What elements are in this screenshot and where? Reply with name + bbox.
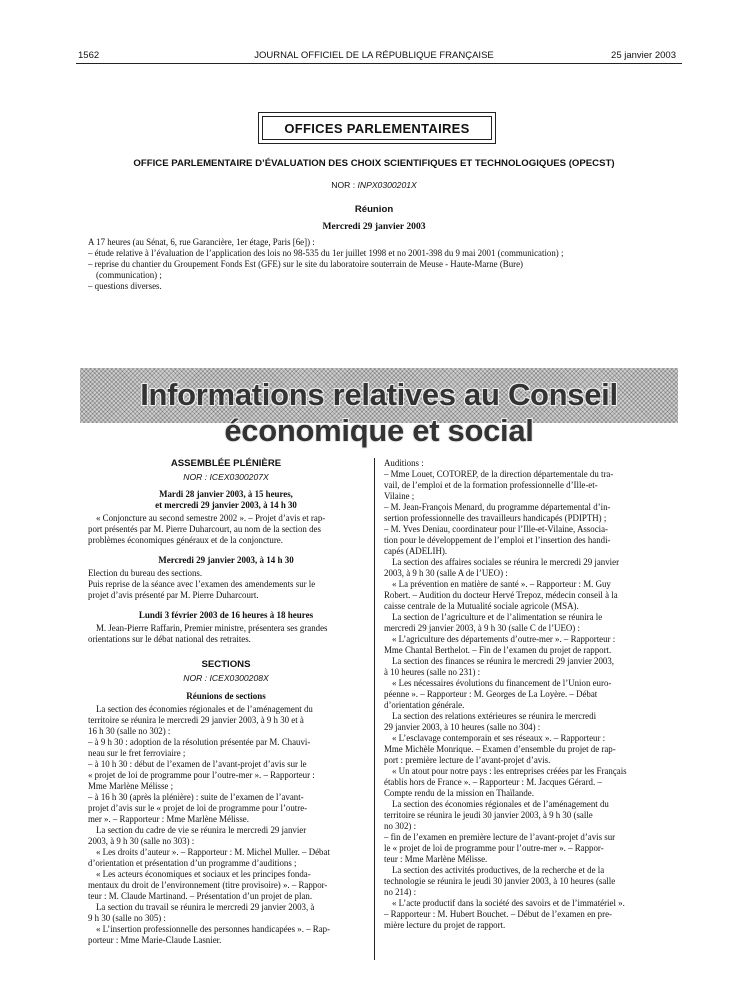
text-line: mer ». – Rapporteur : Mme Marlène Mélisse. bbox=[88, 814, 249, 824]
text-line: neau sur le fret ferroviaire ; bbox=[88, 748, 186, 758]
text-line: – M. Yves Deniau, coordinateur pour l’Ille-et-Vilaine, Associa- bbox=[384, 524, 608, 534]
banner-title: Informations relatives au Conseil économique et social bbox=[140, 377, 618, 448]
text-line: teur : Mme Marlène Mélisse. bbox=[384, 854, 488, 864]
text-line: d’orientation générale. bbox=[384, 700, 465, 710]
text-line: « Les acteurs économiques et sociaux et les principes fonda- bbox=[96, 869, 311, 879]
text-line: « projet de loi de programme pour l’outre-mer ». – Rapporteur : bbox=[88, 770, 315, 780]
monday-text bbox=[88, 623, 364, 645]
text-line: Mardi 28 janvier 2003, à 15 heures, bbox=[159, 489, 293, 499]
text-line: tion pour le développement de l’emploi et l’insertion des handi- bbox=[384, 535, 611, 545]
text-line: 29 janvier 2003, à 10 heures (salle no 304) : bbox=[384, 722, 541, 732]
text-line: Election du bureau des sections. bbox=[88, 568, 203, 578]
text-line: 9 h 30 (salle no 305) : bbox=[88, 913, 166, 923]
text-line: Mme Michèle Monrique. – Examen d’ensemble du projet de rap- bbox=[384, 744, 616, 754]
text-line: « Conjoncture au second semestre 2002 ». – Projet d’avis et rap- bbox=[96, 513, 326, 523]
text-line: La section des économies régionales et de l’aménagement du bbox=[392, 799, 609, 809]
text-line: territoire se réunira le jeudi 30 janvier 2003, à 9 h 30 (salle bbox=[384, 810, 593, 820]
column-rule bbox=[374, 458, 375, 960]
text-line: – Rapporteur : M. Hubert Bouchet. – Début de l’examen en pre- bbox=[384, 909, 612, 919]
text-line: « L’acte productif dans la société des savoirs et de l’immatériel ». bbox=[392, 898, 625, 908]
text-line: – questions diverses. bbox=[88, 281, 162, 291]
text-line: établis hors de France ». – Rapporteur : M. Jacques Gérard. – bbox=[384, 777, 602, 787]
text-line: « Un atout pour notre pays : les entreprises créées par les Français bbox=[392, 766, 627, 776]
text-line: 2003, à 9 h 30 (salle no 303) : bbox=[88, 836, 195, 846]
text-line: capés (ADELIH). bbox=[384, 546, 448, 556]
office-agenda bbox=[88, 237, 678, 292]
text-line: « Les nécessaires évolutions du financement de l’Union euro- bbox=[392, 678, 612, 688]
text-line: caisse centrale de la Mutualité sociale agricole (MSA). bbox=[384, 601, 579, 611]
text-line: technologie se réunira le jeudi 30 janvier 2003, à 10 heures (salle bbox=[384, 876, 616, 886]
text-line: « L’esclavage contemporain et ses réseaux ». – Rapporteur : bbox=[392, 733, 606, 743]
text-line: La section des économies régionales et de l’aménagement du bbox=[96, 704, 313, 714]
text-line: péenne ». – Rapporteur : M. Georges de La Loyère. – Débat bbox=[384, 689, 598, 699]
text-line: Compte rendu de la mission en Thaïlande. bbox=[384, 788, 534, 798]
text-line: – fin de l’examen en première lecture de l’avant-projet d’avis sur bbox=[384, 832, 616, 842]
text-line: mercredi 29 janvier 2003, à 9 h 30 (salle C de l’UEO) : bbox=[384, 623, 580, 633]
section-meetings bbox=[88, 704, 364, 946]
monday-heading: Lundi 3 février 2003 de 16 heures à 18 heures bbox=[138, 610, 314, 620]
right-column-text bbox=[384, 458, 678, 931]
text-line: (communication) ; bbox=[96, 270, 162, 280]
text-line: Vilaine ; bbox=[384, 491, 415, 501]
text-line: projet d’avis présenté par M. Pierre Duharcourt. bbox=[88, 590, 259, 600]
journal-title: JOURNAL OFFICIEL DE LA RÉPUBLIQUE FRANÇAISE bbox=[254, 50, 494, 61]
text-line: Robert. – Audition du docteur Hervé Trepoz, médecin conseil à la bbox=[384, 590, 618, 600]
assembly-nor: NOR : ICEX0300207X bbox=[183, 472, 269, 482]
text-line: projet d’avis sur le « projet de loi de programme pour l’outre- bbox=[88, 803, 308, 813]
text-line: no 214) : bbox=[384, 887, 417, 897]
text-line: – à 16 h 30 (après la plénière) : suite de l’examen de l’avant- bbox=[88, 792, 304, 802]
page-number: 1562 bbox=[78, 50, 100, 61]
text-line: territoire se réunira le mercredi 29 janvier 2003, à 9 h 30 et à bbox=[88, 715, 304, 725]
text-line: « La prévention en matière de santé ». – Rapporteur : M. Guy bbox=[392, 579, 611, 589]
text-line: – Mme Louet, COTOREP, de la direction départementale du tra- bbox=[384, 469, 614, 479]
text-line: teur : M. Claude Martinand. – Présentation d’un projet de plan. bbox=[88, 891, 313, 901]
text-line: La section des relations extérieures se réunira le mercredi bbox=[392, 711, 597, 721]
text-line: M. Jean-Pierre Raffarin, Premier ministre, présentera ses grandes bbox=[96, 623, 328, 633]
assembly-text bbox=[88, 513, 364, 546]
right-column bbox=[384, 458, 678, 931]
text-line: Mme Chantal Berthelot. – Fin de l’examen du projet de rapport. bbox=[384, 645, 612, 655]
header-date: 25 janvier 2003 bbox=[611, 50, 676, 61]
text-line: « L’insertion professionnelle des personnes handicapées ». – Rap- bbox=[96, 924, 331, 934]
text-line: La section des activités productives, de la recherche et de la bbox=[392, 865, 605, 875]
text-line: problèmes économiques généraux et de la conjoncture. bbox=[88, 535, 283, 545]
section-box-title: OFFICES PARLEMENTAIRES bbox=[262, 116, 492, 140]
office-title: OFFICE PARLEMENTAIRE D’ÉVALUATION DES CHOIX SCIENTIFIQUES ET TECHNOLOGIQUES (OPECST) bbox=[133, 158, 615, 169]
text-line: – reprise du chantier du Groupement Fonds Est (GFE) sur le site du laboratoire souterrain de Meuse - Haute-Marne (Bure) bbox=[88, 259, 523, 269]
text-line: La section des finances se réunira le mercredi 29 janvier 2003, bbox=[392, 656, 615, 666]
section-box bbox=[258, 112, 496, 144]
text-line: La section des affaires sociales se réunira le mercredi 29 janvier bbox=[392, 557, 620, 567]
text-line: Auditions : bbox=[384, 458, 424, 468]
text-line: orientations sur le débat national des retraites. bbox=[88, 634, 251, 644]
text-line: La section de l’agriculture et de l’alimentation se réunira le bbox=[392, 612, 603, 622]
wednesday-heading: Mercredi 29 janvier 2003, à 14 h 30 bbox=[158, 555, 294, 565]
meeting-heading: Réunion bbox=[354, 204, 394, 215]
text-line: 16 h 30 (salle no 302) : bbox=[88, 726, 171, 736]
office-nor bbox=[0, 180, 748, 190]
nor-code: INPX0300201X bbox=[357, 180, 417, 190]
nor-label: NOR : bbox=[331, 180, 356, 190]
text-line: « L’agriculture des départements d’outre-mer ». – Rapporteur : bbox=[392, 634, 616, 644]
text-line: Puis reprise de la séance avec l’examen des amendements sur le bbox=[88, 579, 316, 589]
text-line: La section du travail se réunira le mercredi 29 janvier 2003, à bbox=[96, 902, 315, 912]
text-line: Mme Marlène Mélisse ; bbox=[88, 781, 174, 791]
text-line: – M. Jean-François Menard, du programme départemental d’in- bbox=[384, 502, 611, 512]
text-line: port présentés par M. Pierre Duharcourt, au nom de la section des bbox=[88, 524, 321, 534]
text-line: mentaux du droit de l’environnement (titre provisoire) ». – Rappor- bbox=[88, 880, 328, 890]
text-line: d’orientation et présentation d’un programme d’auditions ; bbox=[88, 858, 297, 868]
text-line: porteur : Mme Marie-Claude Lasnier. bbox=[88, 935, 222, 945]
assembly-heading: ASSEMBLÉE PLÉNIÈRE bbox=[170, 458, 282, 469]
text-line: A 17 heures (au Sénat, 6, rue Garancière, 1er étage, Paris [6e]) : bbox=[88, 237, 315, 247]
left-column bbox=[88, 458, 364, 946]
text-line: – étude relative à l’évaluation de l’application des lois no 98-535 du 1er juillet 1998 et no 2001-398 du 9 mai 2001 (communication) ; bbox=[88, 248, 564, 258]
meetings-heading: Réunions de sections bbox=[186, 691, 266, 701]
wednesday-text bbox=[88, 568, 364, 601]
text-line: à 10 heures (salle no 231) : bbox=[384, 667, 481, 677]
text-line: « Les droits d’auteur ». – Rapporteur : M. Michel Muller. – Débat bbox=[96, 847, 330, 857]
sections-nor: NOR : ICEX0300208X bbox=[183, 673, 269, 683]
conseil-banner bbox=[80, 368, 678, 448]
text-line: 2003, à 9 h 30 (salle A de l’UEO) : bbox=[384, 568, 508, 578]
text-line: le « projet de loi de programme pour l’outre-mer ». – Rappor- bbox=[384, 843, 604, 853]
text-line: – à 9 h 30 : adoption de la résolution présentée par M. Chauvi- bbox=[88, 737, 311, 747]
header-rule bbox=[76, 63, 682, 64]
sections-heading: SECTIONS bbox=[201, 659, 251, 670]
assembly-dates bbox=[88, 489, 364, 511]
text-line: vail, de l’emploi et de la formation professionnelle d’Ille-et- bbox=[384, 480, 598, 490]
text-line: et mercredi 29 janvier 2003, à 14 h 30 bbox=[155, 500, 297, 510]
text-line: port : première lecture de l’avant-projet d’avis. bbox=[384, 755, 551, 765]
text-line: La section du cadre de vie se réunira le mercredi 29 janvier bbox=[96, 825, 307, 835]
text-line: sertion professionnelle des travailleurs handicapés (PDIPTH) ; bbox=[384, 513, 607, 523]
text-line: mière lecture du projet de rapport. bbox=[384, 920, 506, 930]
text-line: – à 10 h 30 : début de l’examen de l’avant-projet d’avis sur le bbox=[88, 759, 307, 769]
meeting-date: Mercredi 29 janvier 2003 bbox=[322, 221, 426, 232]
text-line: no 302) : bbox=[384, 821, 417, 831]
